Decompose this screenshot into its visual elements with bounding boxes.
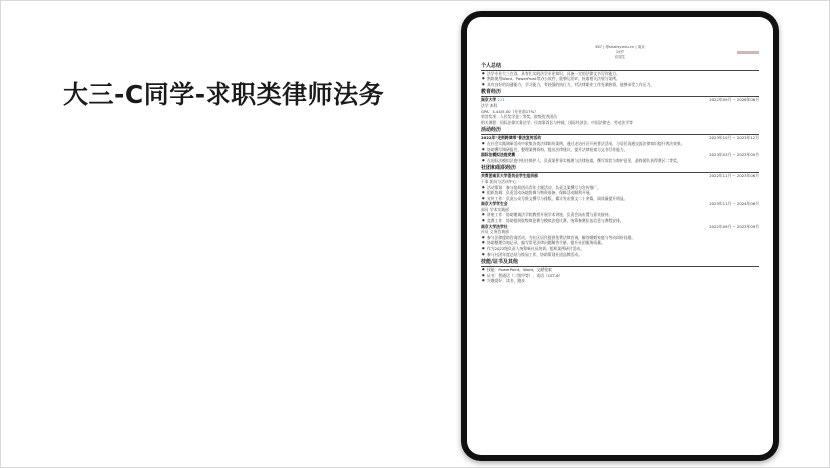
resume-section bbox=[481, 165, 759, 257]
section-title: 教育经历 bbox=[481, 89, 759, 97]
entry-line: 干事 团员与活动中心 bbox=[481, 178, 517, 184]
resume-sections bbox=[481, 63, 759, 284]
contact-line: 19岁 bbox=[615, 50, 625, 55]
bullet-item: ● 作为2022级负责人统筹新社员培训，组织案例研讨活动。 bbox=[481, 246, 759, 252]
bullet-item: ● 宣传工作：负责公众号推文撰写与排版，累计发布推文二十余篇，阅读量提升明显。 bbox=[481, 196, 759, 202]
bullet-item: ● 组织协调：负责活动场地协调与物资准备，保障活动顺利开展。 bbox=[481, 190, 759, 196]
bullet-item: ● 熟练使用Word、PowerPoint等办公软件，能够运用IT，检索相关法规与案例。 bbox=[481, 76, 759, 82]
entry-date: 2023年10月 ~ 2023年12月 bbox=[709, 135, 759, 141]
resume-photo-placeholder bbox=[737, 51, 759, 54]
bullet-item: ● 参与法律援助咨询活动，为社区居民提供免费法律咨询，解答婚姻家庭与劳动纠纷问题。 bbox=[481, 235, 759, 241]
resume-section bbox=[481, 259, 759, 284]
contact-line: 应届生 bbox=[614, 55, 626, 60]
resume-document bbox=[481, 45, 759, 284]
entry-title: 南京大学学生会 bbox=[481, 201, 508, 207]
entry-title: 共青团南京大学委员会学生组织部 bbox=[481, 173, 538, 179]
resume-contact bbox=[481, 45, 759, 61]
entry-date: 2023年11月 ~ 2024年06月 bbox=[709, 201, 759, 207]
bullet-item: ● 技能：PowerPoint，Word，文献检索 bbox=[481, 267, 759, 273]
bullet-item: ● 协助撰写调研报告，整理案例资料，提出法律建议，提升法律检索与文书写作能力。 bbox=[481, 147, 759, 153]
slide-title: 大三-C同学-求职类律师法务 bbox=[63, 80, 385, 109]
entry-line: 部员 学术实践部 bbox=[481, 206, 509, 212]
entry-title: 国际法模拟法庭竞赛 bbox=[481, 152, 516, 158]
resume-section bbox=[481, 89, 759, 125]
entry-title: 南京大学 bbox=[481, 97, 497, 103]
resume-section bbox=[481, 63, 759, 88]
tablet-device bbox=[461, 11, 779, 461]
bullet-item: ● 参与社团年度总结与换届工作，协助策划社团品牌活动。 bbox=[481, 252, 759, 258]
entry-date: 2022年11月 ~ 2023年06月 bbox=[709, 173, 759, 179]
entry-title: 南京大学法学社 bbox=[481, 223, 508, 229]
section-title: 技能/证书及其他 bbox=[481, 259, 759, 267]
section-title: 个人总结 bbox=[481, 63, 759, 71]
bullet-item: ● 活动策划：参与组织团员青年主题活动，负责文案撰写与宣传推广。 bbox=[481, 185, 759, 191]
tablet-screen bbox=[467, 17, 773, 455]
bullet-item: ● 在国际法模拟法庭中担任辩护人，负责案件事实梳理与法律检索，撰写诉状与辩护意见，最终团队获得赛区二等奖。 bbox=[481, 158, 759, 164]
section-title: 活动经历 bbox=[481, 127, 759, 135]
section-title: 社团和组织经历 bbox=[481, 165, 759, 173]
entry-date: 2023年03月 ~ 2023年05月 bbox=[709, 152, 759, 158]
bullet-item: ● 竞赛工作：协助组织院级辩论赛与模拟法庭比赛，统筹参赛队伍信息与赛程安排。 bbox=[481, 218, 759, 224]
bullet-item: ● 法学专业大三在读，具有扎实的法学专业知识，具备一定的法律文书写作能力。 bbox=[481, 71, 759, 77]
entry-tag: 211 bbox=[497, 97, 505, 103]
entry-date: 2022年09月 ~ 2023年09月 bbox=[709, 223, 759, 229]
bullet-item: ● 讲座工作：协助邀请法学院教授开展学术讲座，负责会场布置与嘉宾接待。 bbox=[481, 212, 759, 218]
bullet-item: ● 兴趣爱好：读书，跑步 bbox=[481, 278, 759, 284]
resume-section bbox=[481, 127, 759, 163]
entry-line: GPA：4.44/5.00（专业前17%） bbox=[481, 108, 538, 114]
entry-line: 法学 本科 bbox=[481, 102, 498, 108]
entry-title: 2022年"走街跨律师"普法宣传活动 bbox=[481, 135, 542, 141]
bullet-item: ● 证书：普通话（二级甲等），英语（CET-6） bbox=[481, 273, 759, 279]
entry-line: 相关课程：国际法律实务法学，民商事诉讼与仲裁、国际经济法、中国法律史、劳动法学等 bbox=[481, 119, 633, 125]
contact-line: 567 | @shalisy.edu.cn | 南京 bbox=[595, 45, 645, 49]
bullet-item: ● 在社会实践调研活动中收集各类法律纠纷案例，通过走访社区开展普法活动，与居民沟通交流法律知识提升普法效果。 bbox=[481, 141, 759, 147]
entry-line: 荣誉奖项：人民奖学金三等奖，院级优秀团员 bbox=[481, 114, 557, 120]
entry-date: 2022年09月 ~ 2026年06月 bbox=[709, 97, 759, 103]
bullet-item: ● 具有良好的沟通能力、学习能力，有较强的执行力，对法律职业工作充满热情，能够承受工作压力。 bbox=[481, 82, 759, 88]
bullet-item: ● 协助整理咨询记录，编写常见法律问题解答手册，提升社团服务质量。 bbox=[481, 240, 759, 246]
entry-line: 社员 义务咨询部 bbox=[481, 229, 509, 235]
